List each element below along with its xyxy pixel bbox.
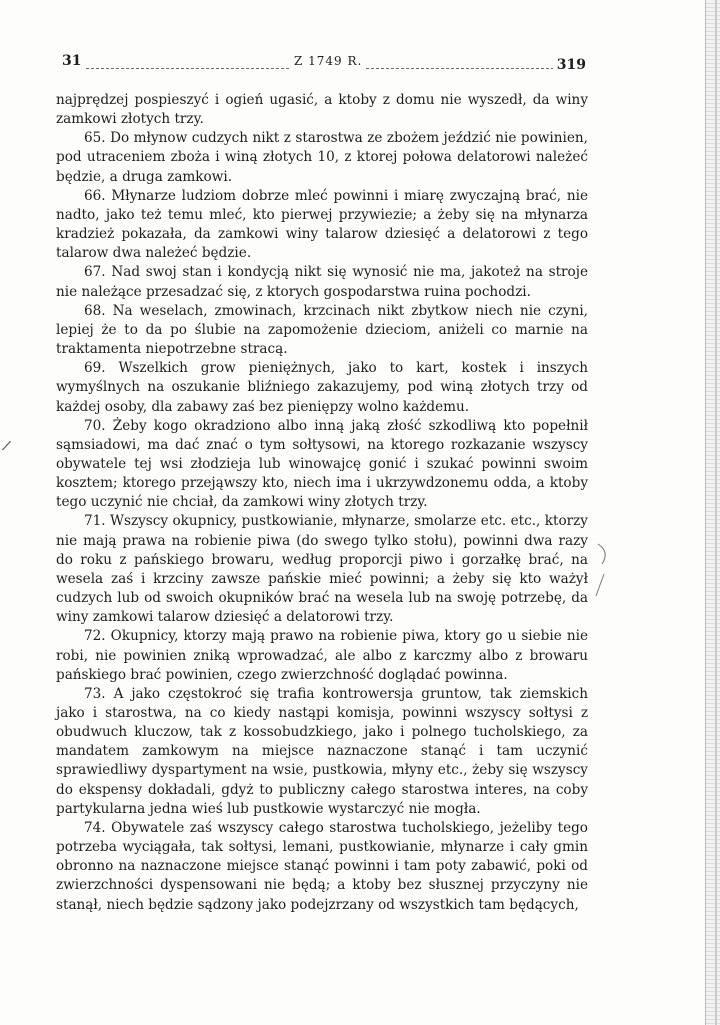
paragraph-text: Na weselach, zmowinach, krzcinach nikt zbytkow niech nie czyni, lepiej że to da po ślubie na zapomożenie dzieciom, aniżeli co marnie na traktamenta niepotrzebne stracą. <box>56 302 588 358</box>
paragraph-text: A jako częstokroć się trafia kontrowersja gruntow, tak ziemskich jako i starostwa, na co kiedy nastąpi komisja, powinni wszyscy sołtysi z obudwuch kluczow, tak z kossobudzkiego, jako i polnego tucholskiego, za mandatem zamkowym na miejsce naznaczone stanąć i tam uczynić sprawiedliwy dyspartyment na wsie, pustkowia, młyny etc., żeby się wszyscy do ekspensy dokładali, gdyż to publiczny całego starostwa interes, na coby partykularna jedna wieś lub pustkowie wystarczyć nie mogła. <box>56 685 588 817</box>
margin-pencil-mark: / <box>0 437 12 455</box>
paragraph-number: 66. <box>84 187 106 204</box>
paragraph <box>56 819 588 915</box>
paragraph-text: Młynarze ludziom dobrze mleć powinni i miarę zwyczajną brać, nie nadto, jako też temu mleć, kto pierwej przywiezie; a żeby się na młynarza kradzież pokazała, da zamkowi winy talarow dziesięć a delatorowi z tego talarow dwa należeć będzie. <box>56 187 588 262</box>
paragraph-text: Nad swoj stan i kondycją nikt się wynosić nie ma, jakoteż na stroje nie należące przesadzać się, z ktorych gospodarstwa ruina pochodzi. <box>56 264 588 300</box>
sheet-number: 31 <box>58 52 85 70</box>
page-number: 319 <box>553 56 590 74</box>
paragraph <box>56 627 588 684</box>
paragraph-text: Żeby kogo okradziono albo inną jaką złość szkodliwą kto popełnił sąmsiadowi, ma dać znać o tym sołtysowi, na ktorego rozkazanie wszyscy obywatele tej wsi złodzieja lub winowajcę gonić i szukać powinni swoim kosztem; ktorego przejąwszy kto, niech ima i ukrzywdzonemu odda, a ktoby tego uczynić nie chciał, da zamkowi winy złotych trzy. <box>56 417 588 511</box>
binding-edge-line <box>715 0 717 1025</box>
paragraph-text: najprędzej pospieszyć i ogień ugasić, a ktoby z domu nie wyszedł, da winy zamkowi złotych trzy. <box>56 92 588 128</box>
paragraph <box>56 417 588 513</box>
paragraph-text: Obywatele zaś wszyscy całego starostwa tucholskiego, jeżeliby tego potrzeba wyciągała, tak sołtysi, lemani, pustkowianie, młynarze i cały gmin obronno na naznaczone miejsce stanąć powinni i tam poty zabawić, poki od zwierzchności dyspensowani nie będą; a ktoby bez słusznej przyczyny nie stanął, niech będzie sądzony jako podejzrzany od wszystkich tam będących, <box>56 819 588 913</box>
page-binding-edge <box>705 0 720 1025</box>
paragraph <box>56 685 588 819</box>
paragraph-number: 70. <box>84 417 106 434</box>
paragraph <box>56 187 588 264</box>
running-header <box>58 52 590 78</box>
paragraph <box>56 263 588 301</box>
paragraph-number: 69. <box>84 360 106 377</box>
header-title: Z 1749 R. <box>290 52 366 70</box>
paragraph-number: 71. <box>84 513 106 530</box>
paragraph <box>56 302 588 359</box>
paragraph <box>56 359 588 416</box>
paragraph <box>56 512 588 627</box>
body-text <box>56 91 588 915</box>
paragraph-number: 72. <box>84 628 106 645</box>
margin-bracket-mark <box>592 540 622 610</box>
paragraph-text: Wszelkich grow pieniężnych, jako to kart, kostek i inszych wymyślnych na oszukanie bliźniego zakazujemy, pod winą złotych trzy od każdej osoby, dla zabawy zaś bez pieniępzy wolno każdemu. <box>56 360 588 415</box>
paragraph-number: 67. <box>84 264 106 281</box>
paragraph-number: 65. <box>84 130 106 147</box>
paragraph-number: 74. <box>84 819 106 836</box>
paragraph-number: 68. <box>84 302 106 319</box>
paragraph-text: Wszyscy okupnicy, pustkowianie, młynarze, smolarze etc. etc., ktorzy nie mają prawa na robienie piwa (do swego tylko stołu), powinni dwa razy do roku z pańskiego browaru, według proporcji piwo i gorzałkę brać, na wesela zaś i krzciny zawsze pańskie mieć powinni; a żeby się kto ważył cudzych lub od swoich okupników brać na wesela lub na swoję potrzebę, da winy zamkowi talarow dziesięć a delatorowi trzy. <box>56 513 588 626</box>
paragraph-number: 73. <box>84 685 106 702</box>
paragraph <box>56 129 588 186</box>
paragraph-text: Okupnicy, ktorzy mają prawo na robienie piwa, ktory go u siebie nie robi, nie powinien zniką wprowadzać, ale albo z karczmy albo z browaru pańskiego brać powinien, czego zwierzchność doglądać powinna. <box>56 628 588 683</box>
paragraph <box>56 91 588 129</box>
paragraph-text: Do młynow cudzych nikt z starostwa ze zbożem jeździć nie powinien, pod utraceniem zboża i winą złotych 10, z ktorej połowa delatorowi należeć będzie, a druga zamkowi. <box>56 130 588 185</box>
